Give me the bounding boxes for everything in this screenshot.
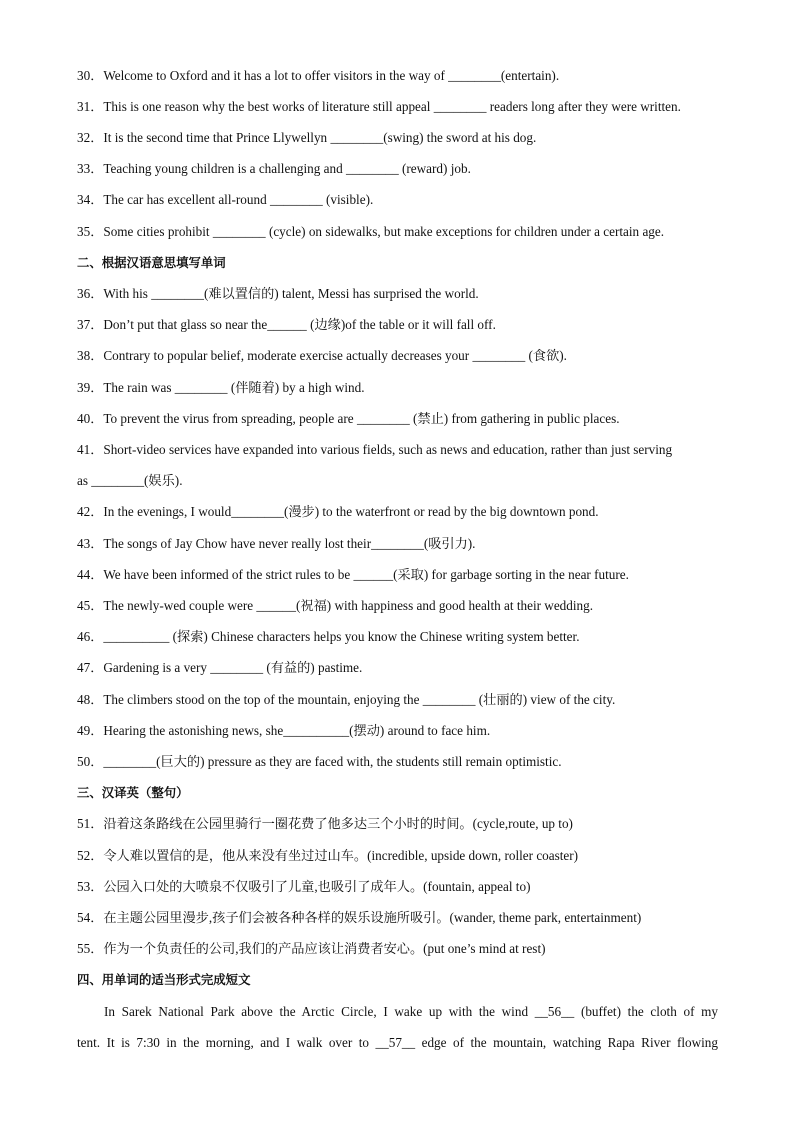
question-46: 46．__________ (探索) Chinese characters helps you know the Chinese writing system better. (77, 629, 580, 644)
question-38: 38．Contrary to popular belief, moderate exercise actually decreases your ________ (食欲). (77, 348, 567, 363)
question-42: 42．In the evenings, I would________(漫步) to the waterfront or read by the big downtown pond. (77, 504, 599, 519)
question-35: 35．Some cities prohibit ________ (cycle) on sidewalks, but make exceptions for children under a certain age. (77, 224, 665, 239)
section-heading-4: 四、用单词的适当形式完成短文 (77, 972, 251, 987)
question-43: 43．The songs of Jay Chow have never really lost their________(吸引力). (77, 536, 476, 551)
question-48: 48．The climbers stood on the top of the mountain, enjoying the ________ (壮丽的) view of the city. (77, 692, 616, 707)
question-44: 44．We have been informed of the strict rules to be ______(采取) for garbage sorting in the near future. (77, 567, 629, 582)
question-33: 33．Teaching young children is a challenging and ________ (reward) job. (77, 161, 471, 176)
passage-line-1: In Sarek National Park above the Arctic Circle, I wake up with the wind __56__ (buffet) the cloth of my (104, 1004, 718, 1019)
question-52: 52．令人难以置信的是，他从来没有坐过过山车。(incredible, upside down, roller coaster) (77, 848, 579, 863)
question-49: 49．Hearing the astonishing news, she__________(摆动) around to face him. (77, 723, 491, 738)
question-45: 45．The newly-wed couple were ______(祝福) with happiness and good health at their wedding. (77, 598, 594, 613)
section-heading-2: 二、根据汉语意思填写单词 (77, 255, 226, 270)
question-54: 54．在主题公园里漫步,孩子们会被各种各样的娱乐设施所吸引。(wander, theme park, entertainment) (77, 910, 642, 925)
passage-line-2: tent. It is 7:30 in the morning, and I walk over to __57__ edge of the mountain, watching Rapa River flowing (77, 1035, 718, 1050)
question-32: 32．It is the second time that Prince Llywellyn ________(swing) the sword at his dog. (77, 130, 537, 145)
question-47: 47．Gardening is a very ________ (有益的) pastime. (77, 660, 363, 675)
question-30: 30．Welcome to Oxford and it has a lot to offer visitors in the way of ________(entertain). (77, 68, 560, 83)
question-37: 37．Don’t put that glass so near the______ (边缘)of the table or it will fall off. (77, 317, 496, 332)
question-41-continued: as ________(娱乐). (77, 473, 183, 488)
question-55: 55．作为一个负责任的公司,我们的产品应该让消费者安心。(put one’s mind at rest) (77, 941, 546, 956)
question-53: 53．公园入口处的大喷泉不仅吸引了儿童,也吸引了成年人。(fountain, appeal to) (77, 879, 531, 894)
question-36: 36．With his ________(难以置信的) talent, Messi has surprised the world. (77, 286, 479, 301)
question-40: 40．To prevent the virus from spreading, people are ________ (禁止) from gathering in public places. (77, 411, 620, 426)
question-31: 31．This is one reason why the best works of literature still appeal ________ readers long after they were written. (77, 99, 681, 114)
question-39: 39．The rain was ________ (伴随着) by a high wind. (77, 380, 365, 395)
question-50: 50．________(巨大的) pressure as they are faced with, the students still remain optimistic. (77, 754, 562, 769)
question-34: 34．The car has excellent all-round ________ (visible). (77, 192, 374, 207)
section-heading-3: 三、汉译英（整句） (77, 785, 189, 800)
question-41: 41．Short-video services have expanded into various fields, such as news and education, rather than just serving (77, 442, 673, 457)
question-51: 51．沿着这条路线在公园里骑行一圈花费了他多达三个小时的时间。(cycle,route, up to) (77, 816, 573, 831)
